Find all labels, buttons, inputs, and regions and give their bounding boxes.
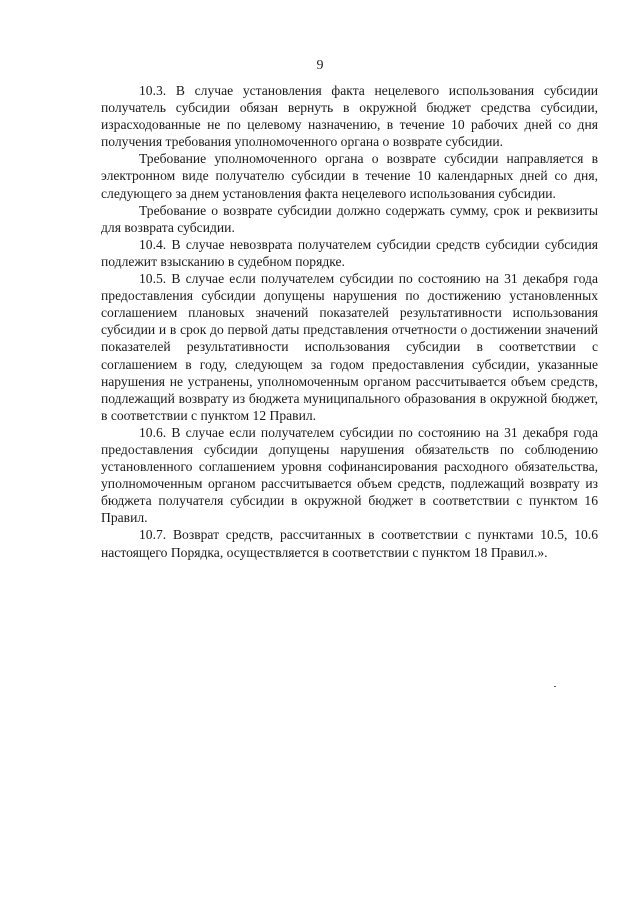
- paragraph-requirement-delivery: Требование уполномоченного органа о возврате субсидии направляется в электронном виде получателю субсидии в течение 10 календарных дней со дня, следующего за днем установления факта нецелевого использования субсидии.: [101, 151, 598, 201]
- scan-speck: [554, 686, 556, 687]
- paragraph-requirement-content: Требование о возврате субсидии должно содержать сумму, срок и реквизиты для возврата субсидии.: [101, 202, 598, 235]
- paragraph-10-4: 10.4. В случае невозврата получателем субсидии средств субсидии субсидия подлежит взысканию в судебном порядке.: [101, 236, 598, 269]
- paragraph-10-5: 10.5. В случае если получателем субсидии по состоянию на 31 декабря года предоставления субсидии допущены нарушения по достижению установленных соглашением плановых значений показателей результативности использования субсидии и в срок до первой даты представления отчетности о достижении значений показателей результативности использования субсидии в соответствии с соглашением в году, следующем за годом предоставления субсидии, указанные нарушения не устранены, уполномоченным органом рассчитывается объем средств, подлежащий возврату из бюджета муниципального образования в окружной бюджет, в соответствии с пунктом 12 Правил.: [101, 271, 598, 423]
- document-body: [101, 82, 598, 561]
- page-number: 9: [316, 58, 324, 73]
- paragraph-10-7: 10.7. Возврат средств, рассчитанных в соответствии с пунктами 10.5, 10.6 настоящего Порядка, осуществляется в соответствии с пунктом 18 Правил.».: [101, 527, 598, 560]
- paragraph-10-3: 10.3. В случае установления факта нецелевого использования субсидии получатель субсидии обязан вернуть в окружной бюджет средства субсидии, израсходованные не по целевому назначению, в течение 10 рабочих дней со дня получения требования уполномоченного органа о возврате субсидии.: [101, 83, 598, 150]
- paragraph-10-6: 10.6. В случае если получателем субсидии по состоянию на 31 декабря года предоставления субсидии допущены нарушения обязательств по соблюдению установленного соглашением уровня софинансирования расходного обязательства, уполномоченным органом рассчитывается объем средств, подлежащий возврату из бюджета получателя субсидии в окружной бюджет в соответствии с пунктом 16 Правил.: [101, 424, 598, 526]
